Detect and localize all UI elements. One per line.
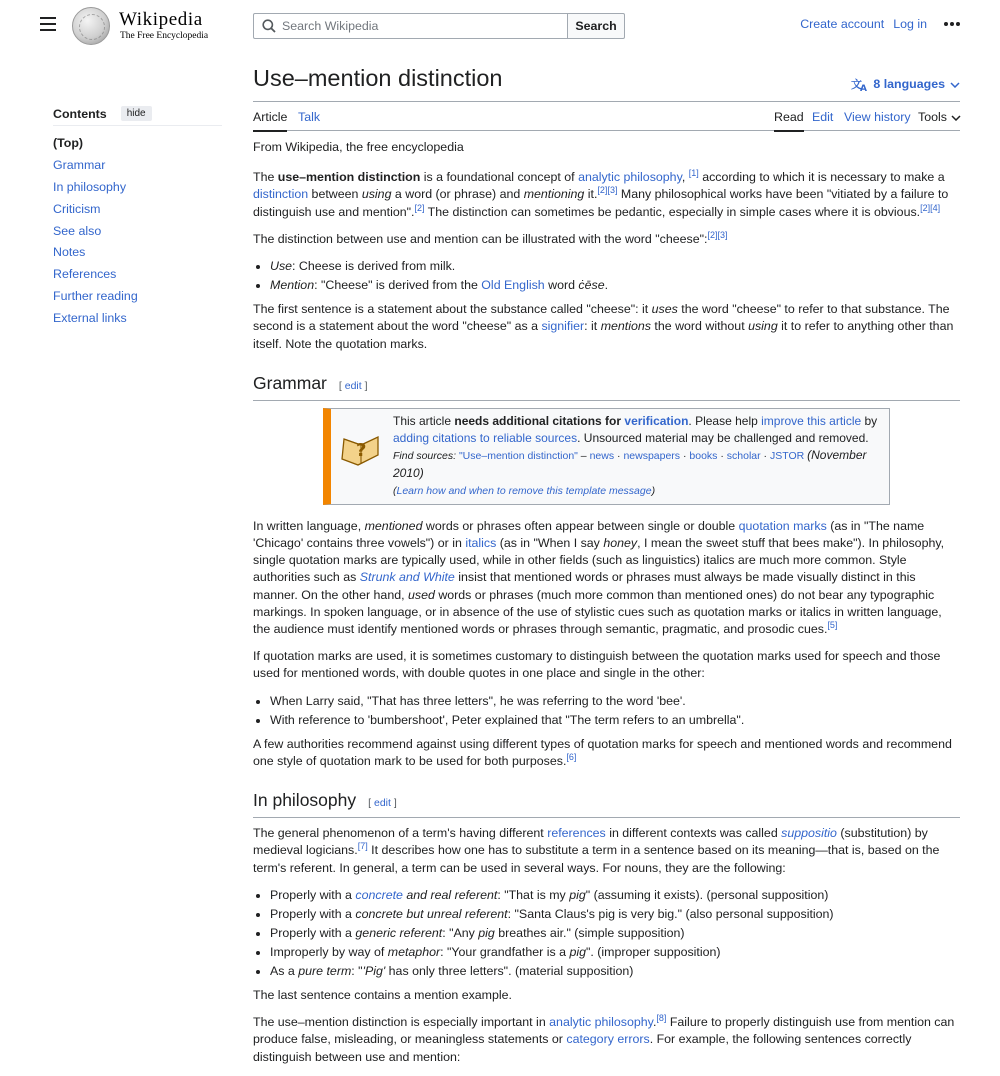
list-item: • Use: Cheese is derived from milk. <box>270 258 960 275</box>
toc-item-in-philosophy[interactable]: In philosophy <box>53 179 127 194</box>
citation[interactable]: [2] <box>920 202 931 213</box>
link-scholar[interactable]: scholar <box>726 449 761 462</box>
tools-label: Tools <box>918 110 947 124</box>
link-quotation-marks[interactable]: quotation marks <box>738 518 827 533</box>
question-book-icon <box>339 429 381 469</box>
link-adding-citations[interactable]: adding citations to reliable sources <box>393 430 578 445</box>
link-books[interactable]: books <box>689 449 718 462</box>
chevron-down-icon <box>950 82 960 88</box>
tab-view-history[interactable]: View history <box>844 110 911 124</box>
list-item: • Mention: "Cheese" is derived from the Old English word ċēse. <box>270 277 960 294</box>
link-analytic-philosophy[interactable]: analytic philosophy <box>549 1015 653 1030</box>
svg-text:?: ? <box>356 439 367 461</box>
heading-grammar: Grammar [ edit ] <box>253 372 960 401</box>
log-in-link[interactable]: Log in <box>893 17 927 31</box>
citation[interactable]: [4] <box>930 202 941 213</box>
chevron-down-icon <box>951 115 961 121</box>
citation[interactable]: [1] <box>688 168 699 179</box>
supposition-list <box>270 887 960 980</box>
paragraph: A few authorities recommend against using different types of quotation marks for speech and mentioned words and recommend one style of quotation mark to be used for both purposes.[6] <box>253 736 952 769</box>
citation[interactable]: [2] <box>597 185 608 196</box>
main-menu-icon[interactable] <box>40 17 56 31</box>
link-news[interactable]: news <box>589 449 615 462</box>
link-verification[interactable]: verification <box>624 413 689 428</box>
link-suppositio[interactable]: suppositio <box>781 826 837 841</box>
header <box>0 0 1000 50</box>
toc-title: Contents <box>53 106 107 121</box>
paragraph: The general phenomenon of a term's having different references in different contexts was called suppositio (substitution) by medieval logicians.[7] It describes how one has to substitute a term in a sentence based on its meaning—that is, based on the term's referent. In general, a term can be used in several ways. For nouns, they are the following: <box>253 826 940 875</box>
cheese-paragraph: The distinction between use and mention can be illustrated with the word "cheese":[2][3] <box>253 229 728 246</box>
toc-item-notes[interactable]: Notes <box>53 245 86 260</box>
article <box>253 66 960 1076</box>
tab-read[interactable]: Read <box>774 109 804 132</box>
list-item: • When Larry said, "That has three letters", he was referring to the word 'bee'. <box>270 693 960 710</box>
citation[interactable]: [3] <box>607 185 618 196</box>
toc-hide-button[interactable]: hide <box>121 106 152 121</box>
tagline: The Free Encyclopedia <box>120 31 209 41</box>
citation[interactable]: [2] <box>707 229 718 240</box>
citation[interactable]: [6] <box>566 751 577 762</box>
title-row <box>253 66 960 102</box>
link-italics[interactable]: italics <box>465 536 497 551</box>
link-newspapers[interactable]: newspapers <box>623 449 681 462</box>
link-jstor[interactable]: JSTOR <box>769 449 805 462</box>
link-concrete[interactable]: concrete <box>355 887 403 902</box>
toc-item-references[interactable]: References <box>53 267 117 282</box>
create-account-link[interactable]: Create account <box>800 17 885 31</box>
list-item: • Properly with a concrete and real referent: "That is my pig" (assuming it exists). (personal supposition) <box>270 887 960 904</box>
intro-paragraph: The use–mention distinction is a foundational concept of analytic philosophy, [1] according to which it is necessary to make a distinction between using a word (or phrase) and mentioning it.[2][3] Many philosophical works have been "vitiated by a failure to distinguish use and mention".[2] The distinction can sometimes be pedantic, especially in simple cases where it is obvious.[2][4] <box>253 168 949 219</box>
quote-list <box>270 693 960 729</box>
link-references[interactable]: references <box>547 826 606 841</box>
citation[interactable]: [7] <box>357 841 368 852</box>
heading-in-philosophy: In philosophy [ edit ] <box>253 789 960 818</box>
edit-link[interactable]: edit <box>344 379 362 392</box>
svg-text:文: 文 <box>851 78 863 92</box>
wikipedia-logo[interactable] <box>72 7 217 45</box>
list-item: • As a pure term: "'Pig' has only three letters". (material supposition) <box>270 963 960 980</box>
link-analytic-philosophy[interactable]: analytic philosophy <box>578 170 682 185</box>
tab-edit[interactable]: Edit <box>812 110 834 124</box>
citation-notice: ? This article needs additional citations for verification. Please help improve this article by adding citations to reliable sources. Unsourced material may be challenged and removed. Find sources: "Use–mention distinction" – news · newspapers · books · scholar · JSTOR (November 2010) (Learn how and when to remove this template message) <box>323 408 890 505</box>
toc-item-external-links[interactable]: External links <box>53 311 127 326</box>
link-old-english[interactable]: Old English <box>481 278 545 293</box>
cheese-list <box>270 258 960 294</box>
table-of-contents <box>53 106 222 333</box>
tools-menu[interactable] <box>918 109 961 126</box>
toc-header <box>53 106 222 126</box>
link-find-query[interactable]: "Use–mention distinction" <box>458 449 578 462</box>
wordmark: Wikipedia <box>119 9 203 30</box>
citation[interactable]: [8] <box>656 1013 667 1024</box>
search-input[interactable] <box>282 14 562 38</box>
more-options-icon[interactable] <box>944 22 960 26</box>
link-signifier[interactable]: signifier <box>541 319 585 334</box>
toc-item-top[interactable]: (Top) <box>53 136 84 150</box>
language-icon <box>851 77 868 92</box>
toc-item-grammar[interactable]: Grammar <box>53 157 106 172</box>
link-distinction[interactable]: distinction <box>253 187 309 202</box>
toc-item-criticism[interactable]: Criticism <box>53 201 101 216</box>
language-count: 8 languages <box>873 77 945 91</box>
language-button[interactable] <box>851 76 960 93</box>
tab-article[interactable]: Article <box>253 109 287 132</box>
toc-item-see-also[interactable]: See also <box>53 223 102 238</box>
link-category-errors[interactable]: category errors <box>566 1032 650 1047</box>
citation[interactable]: [2] <box>414 202 425 213</box>
link-learn-remove[interactable]: Learn how and when to remove this template message <box>396 484 652 497</box>
toc-item-further-reading[interactable]: Further reading <box>53 289 138 304</box>
paragraph: If quotation marks are used, it is sometimes customary to distinguish between the quotation marks used for speech and those used for mentioned words, with double quotes in one place and single in the other: <box>253 649 941 681</box>
citation[interactable]: [3] <box>717 229 728 240</box>
tagline-from: From Wikipedia, the free encyclopedia <box>253 140 464 154</box>
paragraph: In written language, mentioned words or phrases often appear between single or double quotation marks (as in "The name 'Chicago' contains three vowels") or in italics (as in "When I say honey, I mean the sweet stuff that bees make"). In philosophy, single quotation marks are typically used, while in other fields (such as linguistics) italics are much more common. Style authorities such as Strunk and White insist that mentioned words or phrases must always be made visually distinct in this manner. On the other hand, used words or phrases (much more common than mentioned ones) do not bear any typographic markings. In spoken language, or in absence of the use of stylistic cues such as quotation marks or italics in written language, the audience must identify mentioned words or phrases through semantic, pragmatic, and prosodic cues.[5] <box>253 518 945 637</box>
section-edit: [ edit ] <box>338 379 368 392</box>
link-strunk-and-white[interactable]: Strunk and White <box>359 570 455 585</box>
list-item: • With reference to 'bumbershoot', Peter explained that "The term refers to an umbrella". <box>270 712 960 729</box>
search-button[interactable]: Search <box>567 13 625 39</box>
search-form <box>253 13 625 39</box>
list-item: • Properly with a concrete but unreal referent: "Santa Claus's pig is very big." (also personal supposition) <box>270 906 960 923</box>
list-item: • Properly with a generic referent: "Any pig breathes air." (simple supposition) <box>270 925 960 942</box>
tab-talk[interactable]: Talk <box>298 110 321 124</box>
search-icon <box>262 19 276 33</box>
search-box <box>253 13 568 39</box>
list-item: • Improperly by way of metaphor: "Your grandfather is a pig". (improper supposition) <box>270 944 960 961</box>
page-tabs <box>253 102 960 131</box>
paragraph: The last sentence contains a mention example. <box>253 988 512 1003</box>
paragraph: The use–mention distinction is especially important in analytic philosophy.[8] Failure to properly distinguish use from mention can produce false, misleading, or meaningless statements or category errors. For example, the following sentences correctly distinguish between use and mention: <box>253 1013 955 1064</box>
citation[interactable]: [5] <box>827 619 838 630</box>
paragraph: The first sentence is a statement about the substance called "cheese": it uses the word "cheese" to refer to that substance. The second is a statement about the word "cheese" as a signifier: it mentions the word without using it to refer to anything other than itself. Note the quotation marks. <box>253 302 954 351</box>
section-edit: [ edit ] <box>368 797 397 810</box>
page-title: Use–mention distinction <box>253 65 503 91</box>
svg-text:A: A <box>860 84 868 93</box>
wikipedia-globe-icon <box>72 7 110 45</box>
edit-link[interactable]: edit <box>373 797 391 810</box>
link-improve-article[interactable]: improve this article <box>761 413 862 428</box>
user-links <box>800 17 960 31</box>
